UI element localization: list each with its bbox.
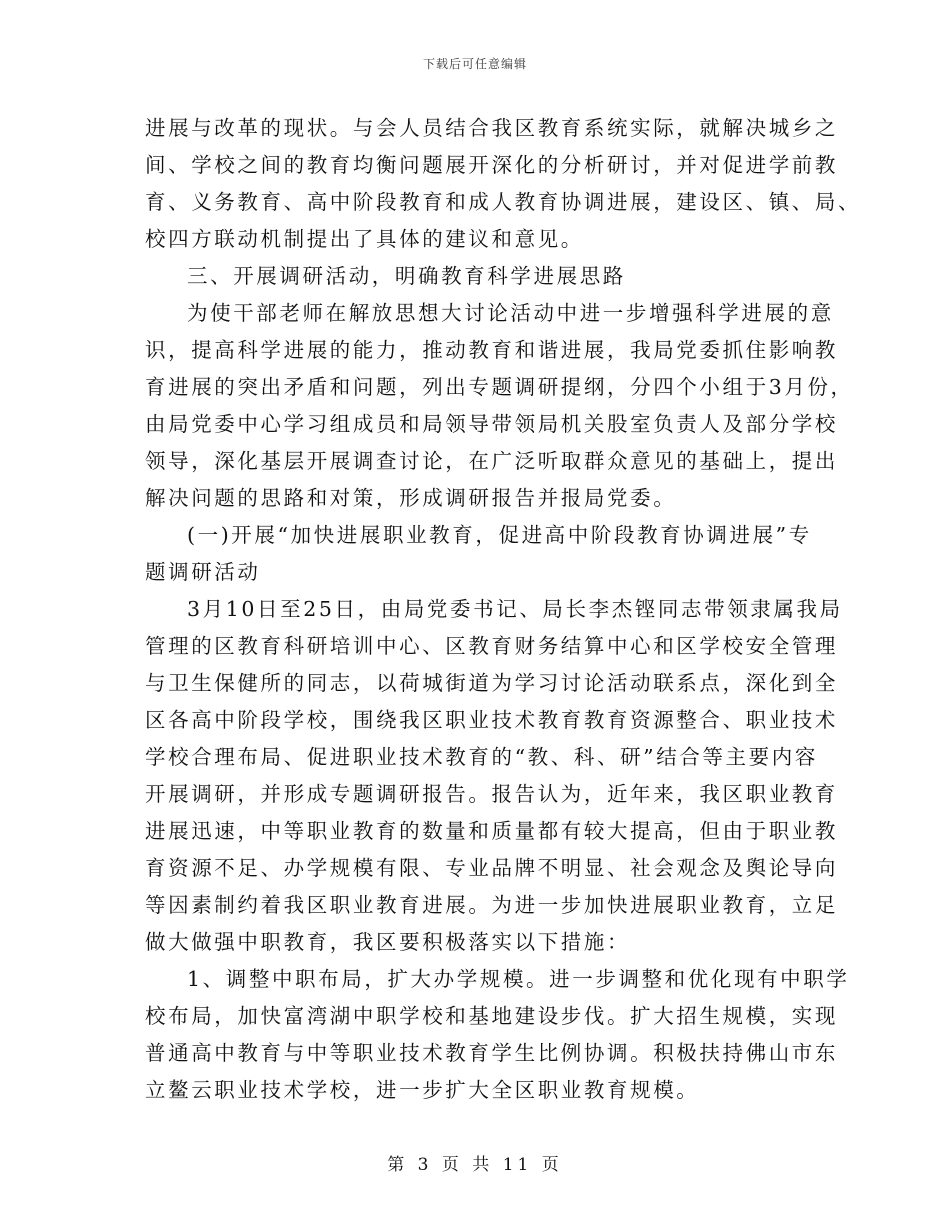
- text-line: 区各高中阶段学校，围绕我区职业技术教育教育资源整合、职业技术: [145, 708, 838, 732]
- text-line: 等因素制约着我区职业教育进展。为进一步加快进展职业教育，立足: [145, 893, 838, 917]
- text-line: 开展调研，并形成专题调研报告。报告认为，近年来，我区职业教育: [145, 782, 838, 806]
- text-line: 育、义务教育、高中阶段教育和成人教育协调进展，建设区、镇、局、: [145, 190, 862, 214]
- text-line: 校四方联动机制提出了具体的建议和意见。: [145, 227, 584, 251]
- subsection-heading: (一)开展“加快进展职业教育，促进高中阶段教育协调进展”专: [187, 523, 812, 547]
- text-line: 育进展的突出矛盾和问题，列出专题调研提纲，分四个小组于3月份，: [145, 375, 854, 399]
- text-line: 与卫生保健所的同志，以荷城街道为学习讨论活动联系点，深化到全: [145, 671, 838, 695]
- text-line: 由局党委中心学习组成员和局领导带领局机关股室负责人及部分学校: [145, 412, 838, 436]
- page-header-note: 下载后可任意编辑: [422, 57, 527, 71]
- text-line: 做大做强中职教育，我区要积极落实以下措施：: [145, 930, 631, 954]
- text-line: 领导，深化基层开展调查讨论，在广泛听取群众意见的基础上，提出: [145, 449, 838, 473]
- text-line: 立鳌云职业技术学校，进一步扩大全区职业教育规模。: [145, 1078, 700, 1102]
- text-line: 学校合理布局、促进职业技术教育的“教、科、研”结合等主要内容: [145, 745, 818, 769]
- page-number: 第 3 页 共 11 页: [387, 1155, 563, 1175]
- text-line: 进展与改革的现状。与会人员结合我区教育系统实际，就解决城乡之: [145, 116, 838, 140]
- text-line: 1、调整中职布局，扩大办学规模。进一步调整和优化现有中职学: [187, 967, 850, 991]
- text-line: 育资源不足、办学规模有限、专业品牌不明显、社会观念及舆论导向: [145, 856, 838, 880]
- text-line: 间、学校之间的教育均衡问题展开深化的分析研讨，并对促进学前教: [145, 153, 838, 177]
- text-line: 普通高中教育与中等职业技术教育学生比例协调。积极扶持佛山市东: [145, 1041, 838, 1065]
- text-line: 识，提高科学进展的能力，推动教育和谐进展，我局党委抓住影响教: [145, 338, 838, 362]
- text-line: 管理的区教育科研培训中心、区教育财务结算中心和区学校安全管理: [145, 634, 838, 658]
- text-line: 进展迅速，中等职业教育的数量和质量都有较大提高，但由于职业教: [145, 819, 838, 843]
- text-line: 解决问题的思路和对策，形成调研报告并报局党委。: [145, 486, 677, 510]
- document-body: [145, 110, 862, 1109]
- text-line: 为使干部老师在解放思想大讨论活动中进一步增强科学进展的意: [187, 301, 834, 325]
- section-heading: 三、开展调研活动，明确教育科学进展思路: [187, 264, 626, 288]
- subsection-heading-cont: 题调研活动: [145, 560, 261, 584]
- text-line: 3月10日至25日，由局党委书记、局长李杰铿同志带领隶属我局: [187, 597, 843, 621]
- text-line: 校布局，加快富湾湖中职学校和基地建设步伐。扩大招生规模，实现: [145, 1004, 838, 1028]
